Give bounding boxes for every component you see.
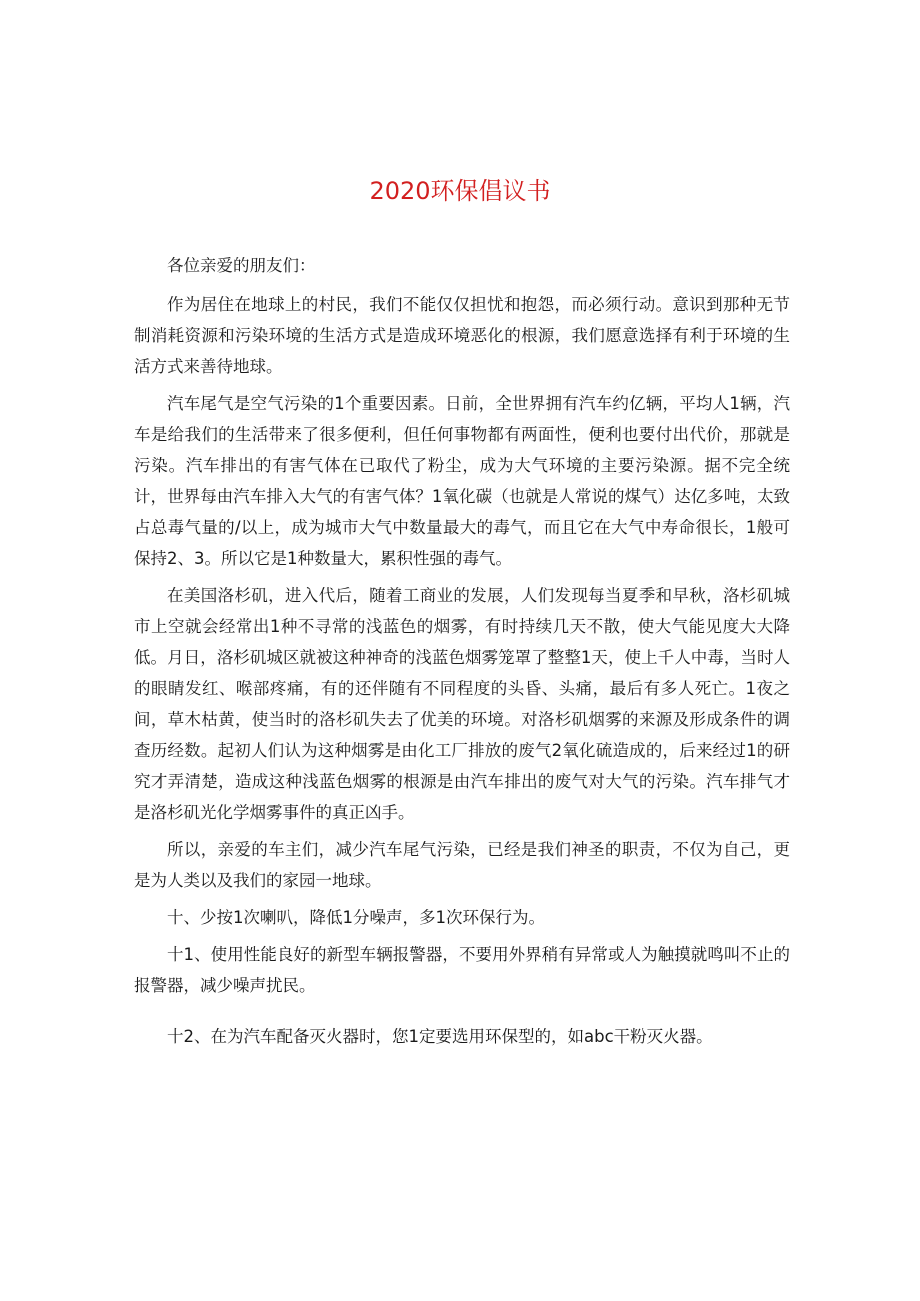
intro-paragraph: 作为居住在地球上的村民，我们不能仅仅担忧和抱怨，而必须行动。意识到那种无节制消耗资源和污染环境的生活方式是造成环境恶化的根源，我们愿意选择有利于环境的生活方式来善待地球。: [134, 295, 790, 376]
document-title: 2020环保倡议书: [369, 177, 551, 205]
los-angeles-paragraph: 在美国洛杉矶，进入代后，随着工商业的发展，人们发现每当夏季和早秋，洛杉矶城市上空就会经常出1种不寻常的浅蓝色的烟雾，有时持续几天不散，使大气能见度大大降低。月日，洛杉矶城区就被这种神奇的浅蓝色烟雾笼罩了整整1天，使上千人中毒，当时人的眼睛发红、喉部疼痛，有的还伴随有不同程度的头昏、头痛，最后有多人死亡。1夜之间，草木枯黄，使当时的洛杉矶失去了优美的环境。对洛杉矶烟雾的来源及形成条件的调查历经数。起初人们认为这种烟雾是由化工厂排放的废气2氧化硫造成的，后来经过1的研究才弄清楚，造成这种浅蓝色烟雾的根源是由汽车排出的废气对大气的污染。汽车排气才是洛杉矶光化学烟雾事件的真正凶手。: [134, 586, 790, 822]
item-twelve-paragraph: 十2、在为汽车配备灭火器时，您1定要选用环保型的，如abc干粉灭火器。: [167, 1027, 713, 1046]
salutation-paragraph: 各位亲爱的朋友们：: [167, 256, 316, 275]
document-body: [134, 250, 790, 1058]
appeal-paragraph: 所以，亲爱的车主们，减少汽车尾气污染，已经是我们神圣的职责，不仅为自己，更是为人类以及我们的家园一地球。: [134, 840, 790, 890]
item-eleven-paragraph: 十1、使用性能良好的新型车辆报警器，不要用外界稍有异常或人为触摸就鸣叫不止的报警器，减少噪声扰民。: [134, 945, 790, 995]
item-ten-paragraph: 十、少按1次喇叭，降低1分噪声，多1次环保行为。: [167, 908, 545, 927]
exhaust-paragraph: 汽车尾气是空气污染的1个重要因素。日前，全世界拥有汽车约亿辆，平均人1辆，汽车是给我们的生活带来了很多便利，但任何事物都有两面性，便利也要付出代价，那就是污染。汽车排出的有害气体在已取代了粉尘，成为大气环境的主要污染源。据不完全统计，世界每由汽车排入大气的有害气体？1氧化碳（也就是人常说的煤气）达亿多吨，太致占总毒气量的/以上，成为城市大气中数量最大的毒气，而且它在大气中寿命很长，1般可保持2、3。所以它是1种数量大，累积性强的毒气。: [134, 394, 790, 568]
